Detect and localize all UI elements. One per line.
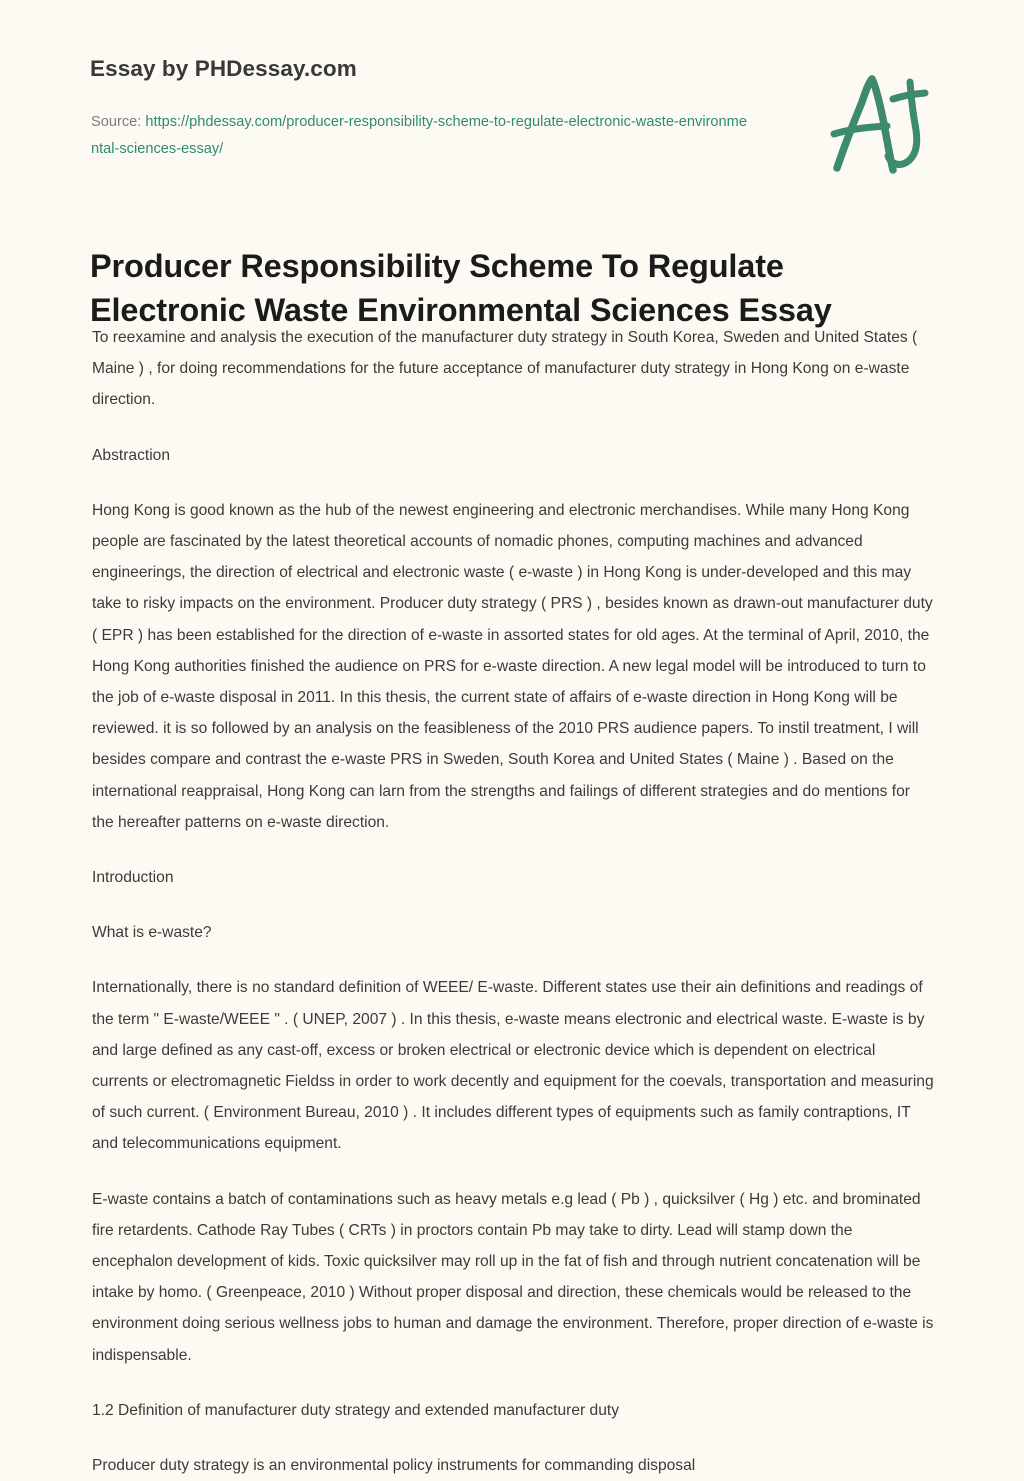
paragraph: Internationally, there is no standard definition of WEEE/ E-waste. Different states use their ain definitions and readings of the term " E-waste/WEEE " . ( UNEP, 2007 ) . In this thesis, e-waste means electronic and electrical waste. E-waste is by and large defined as any cast-off, excess or broken electrical or electronic device which is dependent on electrical currents or electromagnetic Fieldss in order to work decently and equipment for the coevals, transportation and measuring of such current. ( Environment Bureau, 2010 ) . It includes different types of equipments such as family contraptions, IT and telecommunications equipment. [92,979,934,1153]
section-heading-definition: 1.2 Definition of manufacturer duty strategy and extended manufacturer duty [92,1401,620,1419]
source-url-link[interactable]: https://phdessay.com/producer-responsibility-scheme-to-regulate-electronic-waste-environmental-sciences-essay/ [91,114,747,157]
section-heading-abstraction: Abstraction [92,446,171,464]
page-header [0,0,1024,200]
paragraph: Producer duty strategy is an environmental policy instruments for commanding disposal [92,1457,696,1475]
paragraph: Hong Kong is good known as the hub of the newest engineering and electronic merchandises. While many Hong Kong people are fascinated by the latest theoretical accounts of nomadic phones, computing machines and advanced engineerings, the direction of electrical and electronic waste ( e-waste ) in Hong Kong is under-developed and this may take to risky impacts on the environment. Producer duty strategy ( PRS ) , besides known as drawn-out manufacturer duty ( EPR ) has been established for the direction of e-waste in assorted states for old ages. At the terminal of April, 2010, the Hong Kong authorities finished the audience on PRS for e-waste direction. A new legal model will be introduced to turn to the job of e-waste disposal in 2011. In this thesis, the current state of affairs of e-waste direction in Hong Kong will be reviewed. it is so followed by an analysis on the feasibleness of the 2010 PRS audience papers. To instil treatment, I will besides compare and contrast the e-waste PRS in Sweden, South Korea and United States ( Maine ) . Based on the international reappraisal, Hong Kong can larn from the strengths and failings of different strategies and do mentions for the hereafter patterns on e-waste direction. [92,501,933,831]
source-line [91,109,751,163]
a-plus-logo-icon [815,72,935,178]
essay-body [92,322,934,1481]
page-title: Producer Responsibility Scheme To Regulate Electronic Waste Environmental Sciences Essay [90,247,832,328]
paragraph: E-waste contains a batch of contaminations such as heavy metals e.g lead ( Pb ) , quicksilver ( Hg ) etc. and brominated fire retardents. Cathode Ray Tubes ( CRTs ) in proctors contain Pb may take to dirty. Lead will stamp down the encephalon development of kids. Toxic quicksilver may roll up in the fat of fish and through nutrient concatenation will be intake by homo. ( Greenpeace, 2010 ) Without proper disposal and direction, these chemicals would be released to the environment doing serious wellness jobs to human and damage the environment. Therefore, proper direction of e-waste is indispensable. [92,1190,934,1364]
section-heading-what-is-e-waste: What is e-waste? [92,924,212,942]
site-brand-title: Essay by PHDessay.com [90,56,357,81]
paragraph: To reexamine and analysis the execution of the manufacturer duty strategy in South Korea, Sweden and United States ( Maine ) , for doing recommendations for the future acceptance of manufacturer duty strategy in Hong Kong on e-waste direction. [92,329,918,409]
source-label: Source: [91,114,142,130]
section-heading-introduction: Introduction [92,869,174,887]
